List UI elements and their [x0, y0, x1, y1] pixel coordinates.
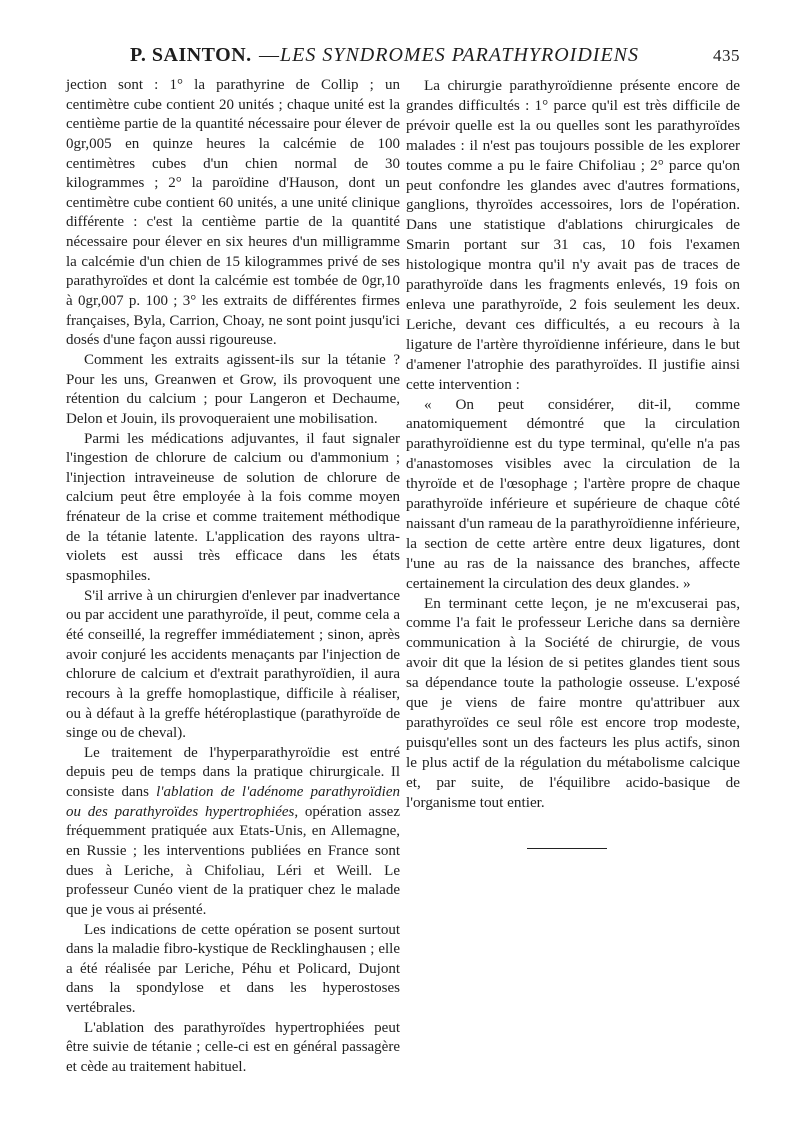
paragraph-text: , opération assez fréquemment pratiquée aux Etats-Unis, en Allemagne, en Russie ; les interventions publiées en France sont dues à Leriche, à Chifoliau, Léri et Weill. Le professeur Cunéo vient de la pratiquer chez le malade que je vous ai présenté. — [66, 803, 401, 918]
paragraph-text: « On peut considérer, dit-il, comme anatomiquement démontré que la circulation parathyroïdienne est du type terminal, qu'elle n'a pas d'anastomoses visibles avec la circulation de la thyroïde et de l'œsophage ; l'artère propre de chaque parathyroïde inférieure et supérieure de chaque côté naissant d'un rameau de la parathyroïdienne inférieure, la section de cette artère entre deux ligatures, dont l'une au ras de la naissance des branches, affecte certainement la circulation des deux glandes. » — [406, 395, 740, 592]
paragraph-text: La chirurgie parathyroïdienne présente encore de grandes difficultés : 1° parce qu'il est très difficile de prévoir quelle est la ou quelles sont les parathyroïdes malades : il n'est pas toujours possible de les explorer toutes comme a pu le faire Chifoliau ; 2° parce qu'on peut confondre les glandes avec d'autres formations, ganglions, thyroïdes accessoires, lors de l'opération. Dans une statistique d'ablations chirurgicales de Smarin portant sur 31 cas, 10 fois l'examen histologique montra qu'il n'y avait pas de traces de parathyroïde dans les fragments enlevés, 19 fois on enleva une parathyroïde, 2 fois seulement les deux. Leriche, devant ces difficultés, a eu recours à la ligature de l'artère thyroïdienne inférieure, dans le but d'amener l'atrophie des parathyroïdes. Il justifie ainsi cette intervention : — [406, 77, 740, 393]
page-number: 435 — [713, 46, 740, 65]
paragraph-text: En terminant cette leçon, je ne m'excuserai pas, comme l'a fait le professeur Leriche dans sa dernière communication à la Société de chirurgie, de vous avoir dit que la lésion de si petites glandes tient sous sa dépendance toute la pathologie osseuse. L'exposé que je viens de faire montre qu'attribuer aux parathyroïdes ce seul rôle est encore trop modeste, puisqu'elles sont un des facteurs les plus actifs, sinon le plus actif de la régulation du métabolisme calcique et, par suite, de l'équilibre acido-basique de l'organisme tout entier. — [406, 594, 740, 811]
header-author: P. SAINTON. — [130, 44, 252, 66]
right-text-column — [406, 76, 740, 813]
body-paragraph — [66, 921, 400, 1019]
paragraph-text: Les indications de cette opération se posent surtout dans la maladie fibro-kystique de Recklinghausen ; elle a été réalisée par Leriche, Péhu et Policard, Dujont dans la spondylose et dans les hyperostoses vertébrales. — [66, 921, 400, 1017]
running-header — [130, 40, 740, 72]
body-paragraph — [406, 76, 740, 395]
paragraph-text: L'ablation des parathyroïdes hypertrophiées peut être suivie de tétanie ; celle-ci est en général passagère et cède au traitement habituel. — [66, 1019, 400, 1076]
paragraph-text: jection sont : 1° la parathyrine de Collip ; un centimètre cube contient 20 unités ; chaque unité est la centième partie de la quantité nécessaire pour élever de 0gr,005 en quinze heures la calcémie de 100 centimètres cubes d'un chien normal de 30 kilogrammes ; 2° la paroïdine d'Hauson, dont un centimètre cube contient 60 unités, a une unité clinique différente : c'est la centième partie de la quantité nécessaire pour élever en six heures d'un milligramme la calcémie d'un chien de 15 kilogrammes privé de ses parathyroïdes et dont la calcémie est tombée de 0gr,10 à 0gr,007 p. 100 ; 3° les extraits de différentes firmes françaises, Byla, Carrion, Choay, ne sont point jusqu'ici dosés d'une façon aussi rigoureuse. — [66, 77, 400, 349]
paragraph-text: Comment les extraits agissent-ils sur la tétanie ? Pour les uns, Greanwen et Grow, ils provoquent une rétention du calcium ; pour Langeron et Dechaume, Delon et Jouin, ils provoqueraient une mobilisation. — [66, 351, 400, 427]
italic-text: l'ablation de l'adénome parathyroïdien ou des parathyroïdes hypertrophiées — [66, 784, 400, 820]
body-paragraph — [406, 395, 740, 594]
left-text-column — [66, 76, 400, 1078]
body-paragraph — [406, 594, 740, 813]
paragraph-text: S'il arrive à un chirurgien d'enlever par inadvertance ou par accident une parathyroïde, il peut, comme cela a été conseillé, la regreffer immédiatement ; sinon, après avoir conjuré les accidents menaçants par l'injection de chlorure de calcium et d'extrait parathyroïdien, il aura recours à la greffe homoplastique, difficile à réaliser, ou à défaut à la greffe hétéroplastique (parathyroïde de singe ou de cheval). — [66, 587, 400, 742]
paragraph-text: Parmi les médications adjuvantes, il faut signaler l'ingestion de chlorure de calcium ou d'ammonium ; l'injection intraveineuse de solution de chlorure de calcium peut être employée à la fois comme moyen frénateur de la crise et comme traitement méthodique de la tétanie latente. L'application des rayons ultra-violets est aussi très efficace dans les états spasmophiles. — [66, 430, 400, 585]
end-rule-divider — [527, 848, 607, 849]
body-paragraph — [66, 351, 400, 430]
body-paragraph — [66, 587, 400, 744]
paragraph-text: Le traitement de l'hyperparathyroïdie est entré depuis peu de temps dans la pratique chirurgicale. Il consiste dans — [66, 744, 400, 801]
body-paragraph — [66, 76, 400, 351]
header-dash: — — [259, 44, 280, 66]
body-paragraph — [66, 430, 400, 587]
body-paragraph — [66, 744, 400, 921]
body-paragraph — [66, 1019, 400, 1078]
header-title: LES SYNDROMES PARATHYROIDIENS — [280, 44, 639, 66]
